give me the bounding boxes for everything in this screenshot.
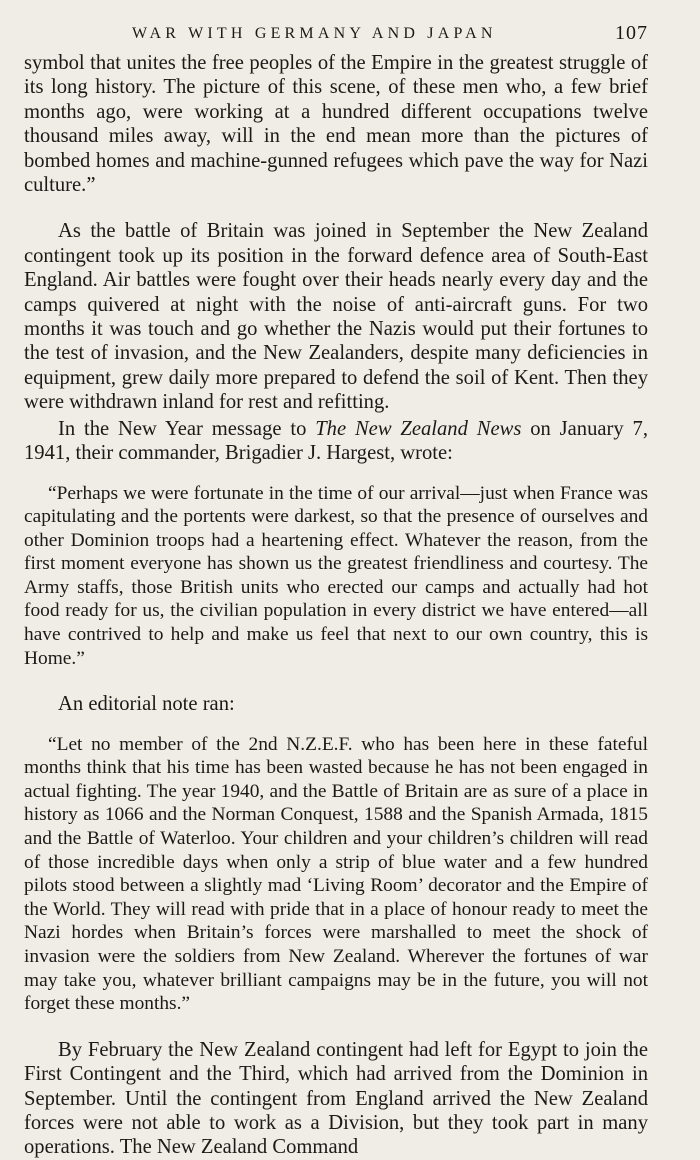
newspaper-title: The New Zealand News	[315, 417, 522, 440]
quote-hargest: “Perhaps we were fortunate in the time of our arrival—just when France was capitulating and the portents were darkest, so that the presence of ourselves and other Dominion troops had a heartening effect. Whatever the reason, from the first moment everyone has shown us the greatest friendliness and courtesy. The Army staffs, those British units who erected our camps and actually had hot food ready for us, the civilian population in every district we have entered—all have contrived to help and make us feel that next to our own country, this is Home.”	[24, 482, 648, 669]
paragraph-editorial-intro: An editorial note ran:	[58, 693, 235, 716]
text-before-italic: In the New Year message to	[58, 417, 307, 440]
running-head	[24, 0, 648, 46]
paragraph-continued-quote: symbol that unites the free peoples of the Empire in the greatest struggle of its long history. The picture of this scene, of these men who, a few brief months ago, were working at a hundred different occupations twelve thousand miles away, will in the end mean more than the pictures of bombed homes and machine-gunned refugees which pave the way for Nazi culture.”	[24, 52, 648, 197]
paragraph-battle-of-britain: As the battle of Britain was joined in September the New Zealand contingent took up its position in the forward defence area of South-East England. Air battles were fought over their heads nearly every day and the camps quivered at night with the noise of anti-aircraft guns. For two months it was touch and go whether the Nazis would put their fortunes to the test of invasion, and the New Zealanders, despite many deficiencies in equipment, grew daily more prepared to defend the soil of Kent. Then they were withdrawn inland for rest and refitting.	[24, 220, 648, 414]
paragraph-february: By February the New Zealand contingent had left for Egypt to join the First Contingent and the Third, which had arrived from the Dominion in September. Until the contingent from England arrived the New Zealand forces were not able to work as a Division, but they took part in many operations. The New Zealand Command	[24, 1038, 648, 1159]
text-after-italic: on January 7, 1941, their commander, Brigadier J. Hargest, wrote:	[24, 417, 648, 465]
quote-editorial: “Let no member of the 2nd N.Z.E.F. who has been here in these fateful months think that his time has been wasted because he has not been engaged in actual fighting. The year 1940, and the Battle of Britain are as sure of a place in history as 1066 and the Norman Conquest, 1588 and the Spanish Armada, 1815 and the Battle of Waterloo. Your children and your children’s children will read of those incredible days when only a strip of blue water and a few hundred pilots stood between a slightly mad ‘Living Room’ decorator and the Empire of the World. They will read with pride that in a place of honour ready to meet the Nazi hordes when Britain’s forces were marshalled to meet the shock of invasion were the soldiers from New Zealand. Wherever the fortunes of war may take you, whatever brilliant campaigns may be in the future, you will not forget these months.”	[24, 733, 648, 1015]
body-text	[24, 51, 648, 1160]
page-number: 107	[615, 22, 648, 44]
running-title: WAR WITH GERMANY AND JAPAN	[132, 25, 497, 42]
paragraph-new-year-message	[24, 417, 648, 466]
